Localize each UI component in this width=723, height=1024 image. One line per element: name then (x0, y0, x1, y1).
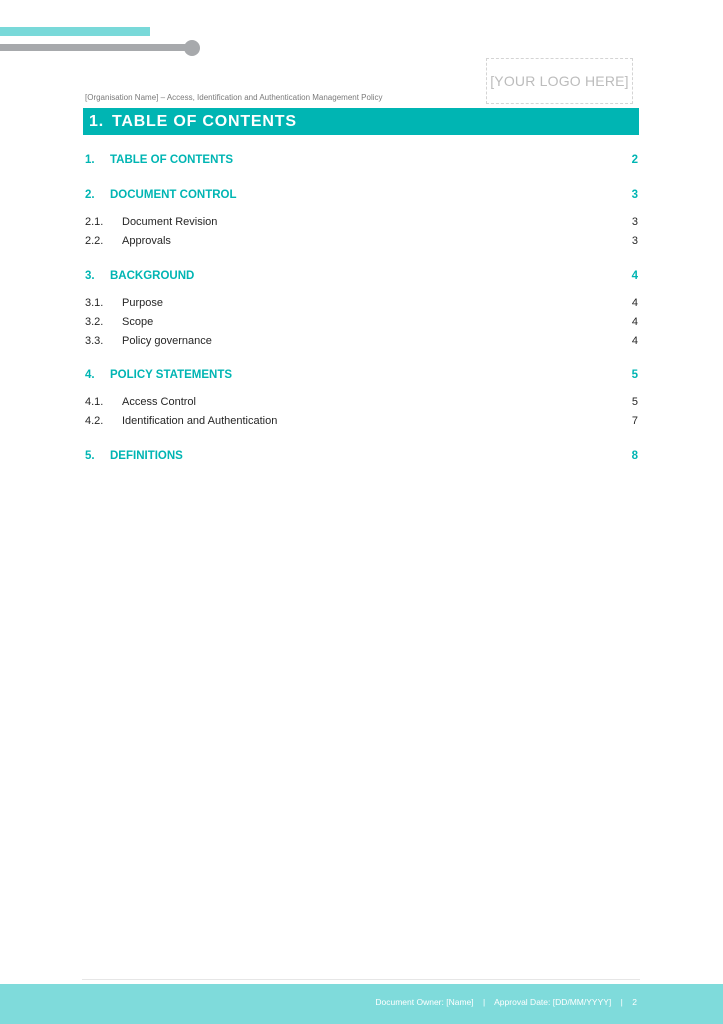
toc-entry-page: 7 (631, 415, 638, 427)
toc-entry-page: 4 (631, 270, 638, 282)
section-title-text: TABLE OF CONTENTS (111, 112, 297, 130)
toc-entry-page: 5 (631, 369, 638, 381)
footer-separator: | (620, 997, 623, 1007)
toc-entry-number: 1. (85, 154, 95, 166)
toc-entry-label: Access Control (122, 396, 196, 408)
toc-entry-page: 8 (631, 450, 638, 462)
toc-entry-number: 3.3. (85, 335, 104, 347)
page-footer (0, 984, 723, 1024)
toc-entry-number: 4. (85, 369, 95, 381)
toc-entry-number: 2.1. (85, 216, 104, 228)
decor-gray-bar (0, 44, 190, 51)
section-title-number: 1. (89, 112, 104, 130)
toc-entry-page: 3 (631, 235, 638, 247)
toc-entry-label: POLICY STATEMENTS (110, 369, 233, 381)
toc-entry-label: DEFINITIONS (110, 450, 183, 462)
toc-entry-table-of-contents[interactable] (85, 152, 638, 168)
footer-page-number: 2 (632, 997, 637, 1007)
decor-gray-dot (184, 40, 200, 56)
toc-entry-purpose[interactable] (85, 295, 638, 311)
logo-placeholder: [YOUR LOGO HERE] (486, 58, 633, 104)
toc-entry-number: 2. (85, 189, 95, 201)
toc-entry-number: 4.1. (85, 396, 104, 408)
toc-entry-number: 3. (85, 270, 95, 282)
footer-separator: | (483, 997, 486, 1007)
toc-entry-approvals[interactable] (85, 233, 638, 249)
toc-entry-page: 2 (631, 154, 638, 166)
toc-entry-definitions[interactable] (85, 448, 638, 464)
toc-entry-identification-and-authentication[interactable] (85, 413, 638, 429)
toc-entry-document-revision[interactable] (85, 214, 638, 230)
footer-divider (82, 979, 640, 980)
document-header-line: [Organisation Name] – Access, Identification and Authentication Management Policy (85, 93, 383, 102)
toc-entry-number: 3.1. (85, 297, 104, 309)
footer-text (375, 997, 637, 1007)
decor-teal-bar (0, 27, 150, 36)
toc-entry-label: Policy governance (122, 335, 212, 347)
toc-entry-page: 4 (631, 316, 638, 328)
toc-entry-label: Identification and Authentication (122, 415, 278, 427)
toc-entry-page: 4 (631, 297, 638, 309)
toc-entry-policy-governance[interactable] (85, 333, 638, 349)
footer-approval-date: Approval Date: [DD/MM/YYYY] (494, 997, 612, 1007)
toc-entry-scope[interactable] (85, 314, 638, 330)
toc-entry-access-control[interactable] (85, 394, 638, 410)
toc-entry-label: Scope (122, 316, 154, 328)
toc-entry-document-control[interactable] (85, 187, 638, 203)
toc-entry-number: 3.2. (85, 316, 104, 328)
toc-entry-page: 4 (631, 335, 638, 347)
toc-entry-label: Document Revision (122, 216, 218, 228)
toc-entry-label: Approvals (122, 235, 171, 247)
footer-owner: Document Owner: [Name] (375, 997, 474, 1007)
toc-entry-number: 4.2. (85, 415, 104, 427)
toc-entry-label: TABLE OF CONTENTS (110, 154, 234, 166)
toc-entry-number: 5. (85, 450, 95, 462)
section-title-bar (83, 108, 639, 135)
toc-entry-page: 5 (631, 396, 638, 408)
toc-entry-background[interactable] (85, 268, 638, 284)
toc-entry-label: DOCUMENT CONTROL (110, 189, 237, 201)
toc-entry-page: 3 (631, 189, 638, 201)
toc-entry-page: 3 (631, 216, 638, 228)
toc-entry-policy-statements[interactable] (85, 367, 638, 383)
toc-entry-label: BACKGROUND (110, 270, 195, 282)
toc-entry-label: Purpose (122, 297, 163, 309)
toc-entry-number: 2.2. (85, 235, 104, 247)
